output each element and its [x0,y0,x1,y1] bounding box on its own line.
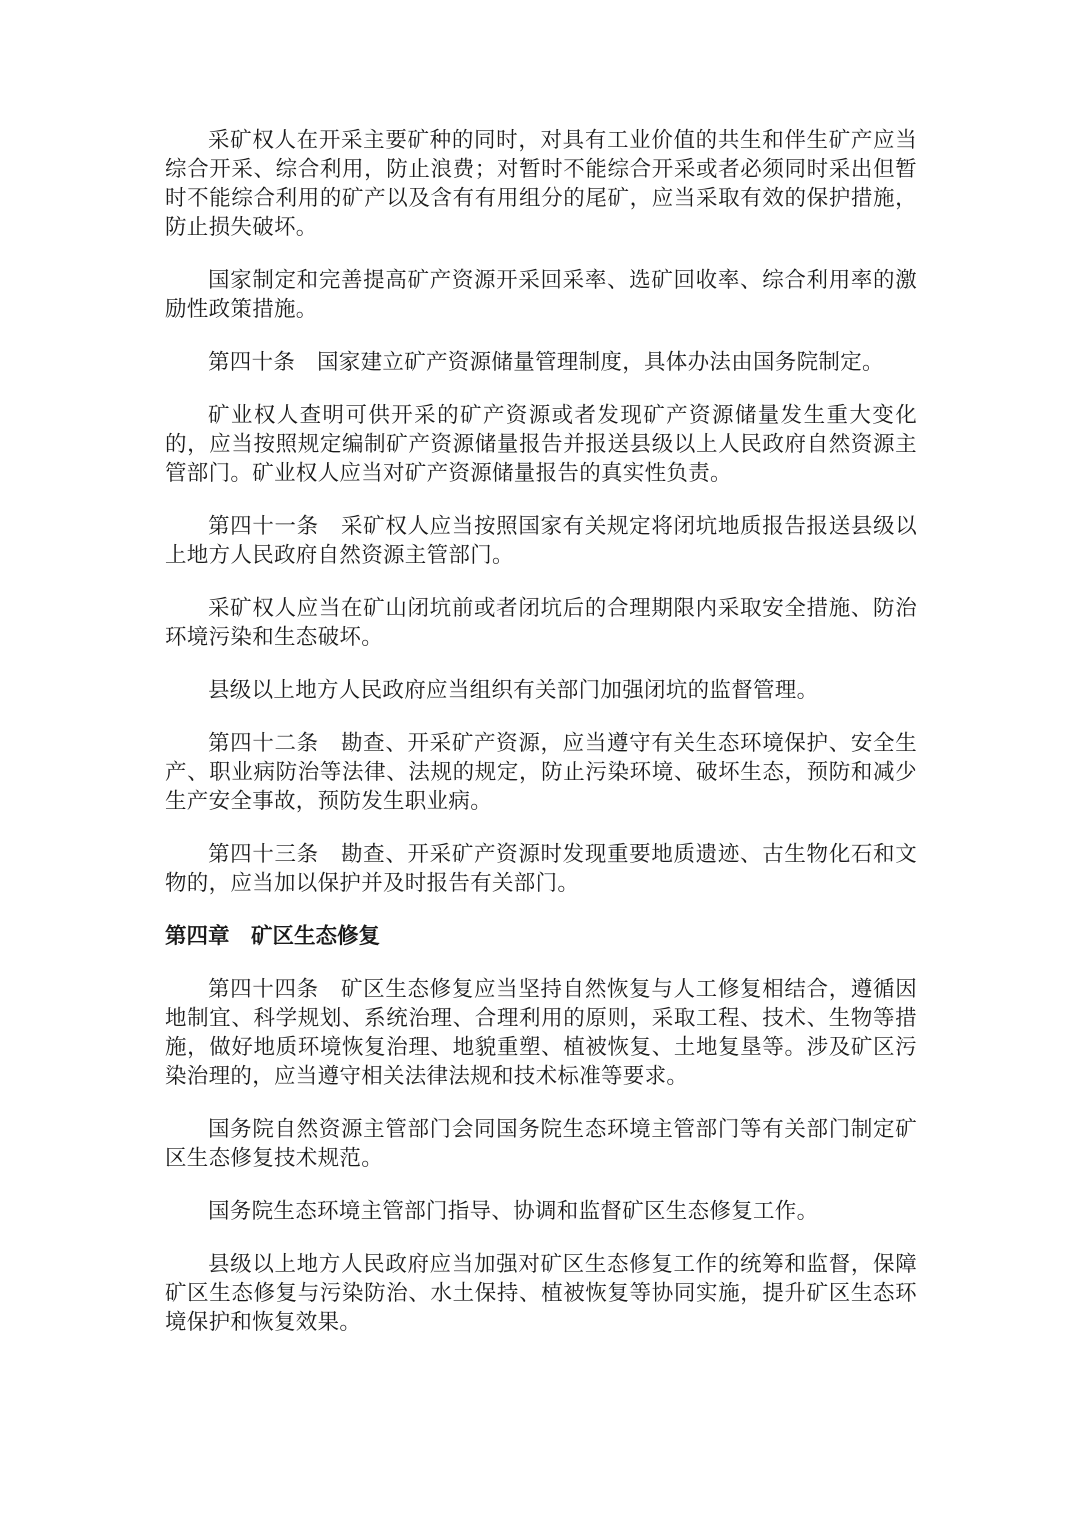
document-body [165,126,917,1361]
paragraph-local-government-duty: 县级以上地方人民政府应当加强对矿区生态修复工作的统筹和监督，保障矿区生态修复与污染防治、水土保持、植被恢复等协同实施，提升矿区生态环境保护和恢复效果。 [165,1252,917,1335]
paragraph-reserve-report: 矿业权人查明可供开采的矿产资源或者发现矿产资源储量发生重大变化的，应当按照规定编制矿产资源储量报告并报送县级以上人民政府自然资源主管部门。矿业权人应当对矿产资源储量报告的真实性负责。 [165,403,917,486]
paragraph-closure-safety: 采矿权人应当在矿山闭坑前或者闭坑后的合理期限内采取安全措施、防治环境污染和生态破坏。 [165,596,917,650]
paragraph-supervision-guidance: 国务院生态环境主管部门指导、协调和监督矿区生态修复工作。 [208,1199,819,1224]
paragraph-comprehensive-mining: 采矿权人在开采主要矿种的同时，对具有工业价值的共生和伴生矿产应当综合开采、综合利用，防止浪费；对暂时不能综合开采或者必须同时采出但暂时不能综合利用的矿产以及含有有用组分的尾矿，应当采取有效的保护措施，防止损失破坏。 [165,128,917,240]
article-41: 第四十一条 采矿权人应当按照国家有关规定将闭坑地质报告报送县级以上地方人民政府自然资源主管部门。 [165,514,917,568]
article-42: 第四十二条 勘查、开采矿产资源，应当遵守有关生态环境保护、安全生产、职业病防治等法律、法规的规定，防止污染环境、破坏生态，预防和减少生产安全事故，预防发生职业病。 [165,731,917,814]
paragraph-closure-supervision: 县级以上地方人民政府应当组织有关部门加强闭坑的监督管理。 [208,678,819,703]
article-40: 第四十条 国家建立矿产资源储量管理制度，具体办法由国务院制定。 [208,350,884,375]
paragraph-technical-standards: 国务院自然资源主管部门会同国务院生态环境主管部门等有关部门制定矿区生态修复技术规范。 [165,1117,917,1171]
article-44: 第四十四条 矿区生态修复应当坚持自然恢复与人工修复相结合，遵循因地制宜、科学规划、系统治理、合理利用的原则，采取工程、技术、生物等措施，做好地质环境恢复治理、地貌重塑、植被恢复、土地复垦等。涉及矿区污染治理的，应当遵守相关法律法规和技术标准等要求。 [165,977,917,1089]
article-43: 第四十三条 勘查、开采矿产资源时发现重要地质遗迹、古生物化石和文物的，应当加以保护并及时报告有关部门。 [165,842,917,896]
chapter-heading: 第四章 矿区生态修复 [165,924,381,949]
paragraph-incentive-policy: 国家制定和完善提高矿产资源开采回采率、选矿回收率、综合利用率的激励性政策措施。 [165,268,917,322]
